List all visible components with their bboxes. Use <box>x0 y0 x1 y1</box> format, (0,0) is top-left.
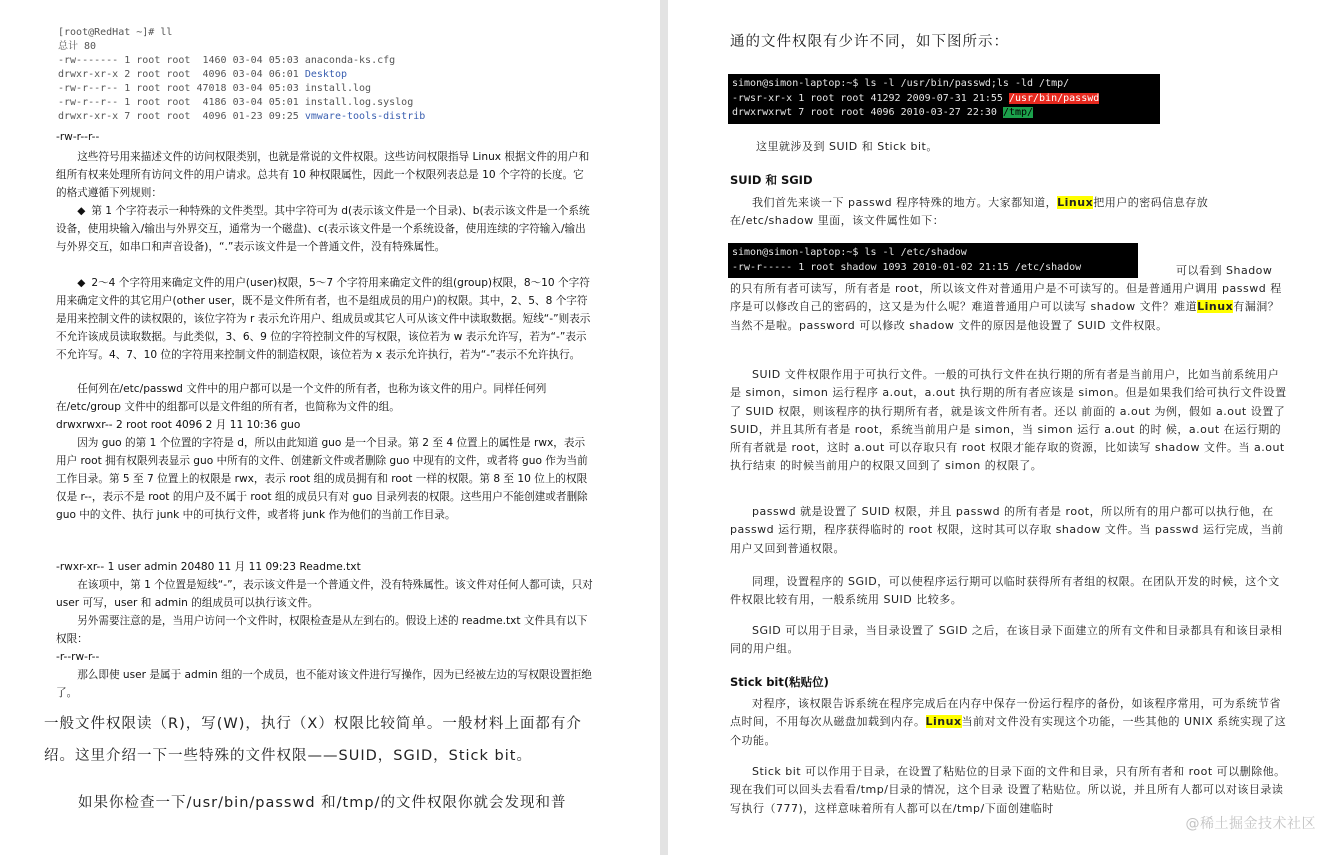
paragraph: passwd 就是设置了 SUID 权限，并且 passwd 的所有者是 root，所以所有的用户都可以执行他，在 passwd 运行期，程序获得临时的 root 权限，这时其可以存取 shadow 文件。当 passwd 运行完成，当前用户又回到普通权限。 <box>730 505 1284 555</box>
terminal-line: -rw-r--r-- 1 root root 4186 03-04 05:01 install.log.syslog <box>58 97 414 108</box>
diamond-bullet-icon: ◆ <box>77 277 86 289</box>
left-document-page <box>0 0 660 855</box>
terminal-dir-name: vmware-tools-distrib <box>304 111 426 122</box>
bullet-text: 2～4 个字符用来确定文件的用户(user)权限，5～7 个字符用来确定文件的组(group)权限，8～10 个字符用来确定文件的其它用户(other user，既不是文件所有者，也不是组成员的用户)的权限。其中，2、5、8 个字符是用来控制文件的读权限的，该位字符为 r 表示允许用户、组成员或其它人可从该文件中读取数据。短线“-”则表示不允许该成员读取数据。与此类似，3、6、9 位的字符控制文件的写权限，该位若为 w 表示允许写，若为“-”表示不允许写。4、7、10 位的字符用来控制文件的制造权限，该位若为 x 表示允许执行，若为“-”表示不允许执行。 <box>56 277 591 361</box>
terminal-screenshot <box>728 243 1138 278</box>
terminal-highlight: /tmp/ <box>1002 107 1034 118</box>
text-run: 当前对文件没有实现这个功能，一些其他的 UNIX 系统实现了这个功能。 <box>730 715 1287 747</box>
section-heading: Stick bit(粘贴位) <box>730 675 829 689</box>
section-heading: SUID 和 SGID <box>730 173 813 187</box>
paragraph <box>730 194 1290 231</box>
paragraph: 任何列在/etc/passwd 文件中的用户都可以是一个文件的所有者，也称为该文件的用户。同样任何列在/etc/group 文件中的组都可以是文件组的所有者，也简称为文件的组。 <box>56 383 547 413</box>
large-paragraph: 如果你检查一下/usr/bin/passwd 和/tmp/的文件权限你就会发现和普 <box>78 795 567 811</box>
text-run: 有漏洞？当然不是啦。password 可以修改 shadow 文件的原因是他设置了 SUID 文件权限。 <box>730 300 1280 332</box>
text-run: 对程序，该权限告诉系统在程序完成后在内存中保存一份运行程序的备份，如该程序常用，可为系统节省点时间，不用每次从磁盘加载到内存。 <box>730 697 1281 729</box>
paragraph: 这里就涉及到 SUID 和 Stick bit。 <box>756 140 938 153</box>
page-gutter <box>660 0 668 855</box>
large-paragraph: 一般文件权限读（R)，写(W)，执行（X）权限比较简单。一般材料上面都有介绍。这里介绍一下一些特殊的文件权限——SUID，SGID，Stick bit。 <box>44 716 582 764</box>
terminal-dir-name: Desktop <box>304 69 347 80</box>
perm-line: -rw-r--r-- <box>56 131 100 143</box>
bullet-item <box>56 202 594 256</box>
right-document-page <box>668 0 1340 855</box>
paragraph: Stick bit 可以作用于目录，在设置了粘贴位的目录下面的文件和目录，只有所有者和 root 可以删除他。现在我们可以回头去看看/tmp/目录的情况，这个目录 设置了粘贴位。所以说，并且所有人都可以对该目录读写执行（777)，这样意味着所有人都可以在/tmp/下面创建临时 <box>730 765 1286 815</box>
listing-line: drwxrwxr-- 2 root root 4096 2 月 11 10:36 guo <box>56 419 301 431</box>
large-paragraph: 通的文件权限有少许不同，如下图所示： <box>730 34 1009 50</box>
text-run: 我们首先来谈一下 passwd 程序特殊的地方。大家都知道， <box>752 196 1058 209</box>
diamond-bullet-icon: ◆ <box>77 205 86 217</box>
terminal-line: -rw-r--r-- 1 root root 47018 03-04 05:03 install.log <box>58 83 372 94</box>
terminal-line: simon@simon-laptop:~$ ls -l /usr/bin/passwd;ls -ld /tmp/ <box>732 78 1070 89</box>
terminal-line: drwxrwxrwt 7 root root 4096 2010-03-27 22:30 <box>732 107 1003 118</box>
paragraph: 同理，设置程序的 SGID，可以使程序运行期可以临时获得所有者组的权限。在团队开发的时候，这个文件权限比较有用，一般系统用 SUID 比较多。 <box>730 575 1280 607</box>
paragraph: 另外需要注意的是，当用户访问一个文件时，权限检查是从左到右的。假设上述的 readme.txt 文件具有以下权限： <box>56 615 588 645</box>
terminal-line: drwxr-xr-x 7 root root 4096 01-23 09:25 <box>58 111 305 122</box>
perm-line: -r--rw-r-- <box>56 651 100 663</box>
paragraph: 在该项中，第 1 个位置是短线“-”，表示该文件是一个普通文件，没有特殊属性。该文件对任何人都可读，只对 user 可写，user 和 admin 的组成员可以执行该文件。 <box>56 579 593 609</box>
terminal-line: drwxr-xr-x 2 root root 4096 03-04 06:01 <box>58 69 305 80</box>
linux-highlight: Linux <box>1197 300 1234 314</box>
linux-highlight: Linux <box>925 715 962 729</box>
watermark: @稀土掘金技术社区 <box>1185 816 1316 832</box>
paragraph: 这些符号用来描述文件的访问权限类别，也就是常说的文件权限。这些访问权限指导 Linux 根据文件的用户和组所有权来处理所有访问文件的用户请求。总共有 10 种权限属性，因此一个权限列表总是 10 个字符的长度。它的格式遵循下列规则： <box>56 151 590 199</box>
paragraph: 因为 guo 的第 1 个位置的字符是 d，所以由此知道 guo 是一个目录。第 2 至 4 位置上的属性是 rwx，表示用户 root 拥有权限列表显示 guo 中所有的文件、创建新文件或者删除 guo 中现有的文件，或者将 guo 作为当前工作目录。第 5 至 7 位置上的权限是 rwx，表示 root 组的成员拥有和 root 一样的权限。第 8 至 10 位上的权限仅是 r--，表示不是 root 的用户及不属于 root 组的成员只有对 guo 目录列表的权限。这些用户不能创建或者删除 guo 中的文件、执行 junk 中的可执行文件，或者将 junk 作为他们的当前工作目录。 <box>56 437 588 521</box>
linux-highlight: Linux <box>1057 196 1094 209</box>
terminal-line: simon@simon-laptop:~$ ls -l /etc/shadow <box>732 247 967 258</box>
terminal-line: [root@RedHat ~]# ll <box>58 27 173 38</box>
paragraph <box>730 695 1290 750</box>
paragraph <box>730 280 1290 335</box>
paragraph: SUID 文件权限作用于可执行文件。一般的可执行文件在执行期的所有者是当前用户，比如当前系统用户是 simon，simon 运行程序 a.out，a.out 执行期的所有者应该是 simon。但是如果我们给可执行文件设置了 SUID 权限，则该程序的执行期所有者，就是该文件所有者。还以 前面的 a.out 为例，假如 a.out 设置了 SUID，并且其所有者是 root，系统当前用户是 simon，当 simon 运行 a.out 的时 候，a.out 在运行期的所有者就是 root，这时 a.out 可以存取只有 root 权限才能存取的资源，比如读写 shadow 文件。当 a.out 执行结束 的时候当前用户的权限又回到了 simon 的权限了。 <box>730 368 1287 473</box>
terminal-line: -rw------- 1 root root 1460 03-04 05:03 anaconda-ks.cfg <box>58 55 396 66</box>
text-run: 把用户的密码信息存放在/etc/shadow 里面，该文件属性如下： <box>730 196 1209 228</box>
terminal-screenshot <box>728 74 1160 124</box>
text-run: 的只有所有者可读写，所有者是 root，所以该文件对普通用户是不可读写的。但是普通用户调用 passwd 程序是可以修改自己的密码的，这又是为什么呢？难道普通用户可以读写 shadow 文件？难道 <box>730 282 1282 314</box>
bullet-item <box>56 274 594 364</box>
paragraph: SGID 可以用于目录，当目录设置了 SGID 之后，在该目录下面建立的所有文件和目录都具有和该目录相同的用户组。 <box>730 624 1283 656</box>
listing-line: -rwxr-xr-- 1 user admin 20480 11 月 11 09:23 Readme.txt <box>56 561 361 573</box>
terminal-line: -rwsr-xr-x 1 root root 41292 2009-07-31 21:55 <box>732 92 1009 104</box>
terminal-line: 总计 80 <box>58 41 97 52</box>
terminal-highlight: /usr/bin/passwd <box>1008 92 1100 104</box>
terminal-line: -rw-r----- 1 root shadow 1093 2010-01-02 21:15 /etc/shadow <box>732 261 1082 273</box>
terminal-listing <box>58 26 478 124</box>
bullet-text: 第 1 个字符表示一种特殊的文件类型。其中字符可为 d(表示该文件是一个目录)、b(表示该文件是一个系统设备，使用块输入/输出与外界交互，通常为一个磁盘)、c(表示该文件是一个系统设备，使用连续的字符输入/输出与外界交互，如串口和声音设备)，“.”表示该文件是一个普通文件，没有特殊属性。 <box>56 205 590 253</box>
paragraph: 可以看到 Shadow <box>1176 264 1273 277</box>
paragraph: 那么即使 user 是属于 admin 组的一个成员，也不能对该文件进行写操作，因为已经被左边的写权限设置拒绝了。 <box>56 669 592 699</box>
